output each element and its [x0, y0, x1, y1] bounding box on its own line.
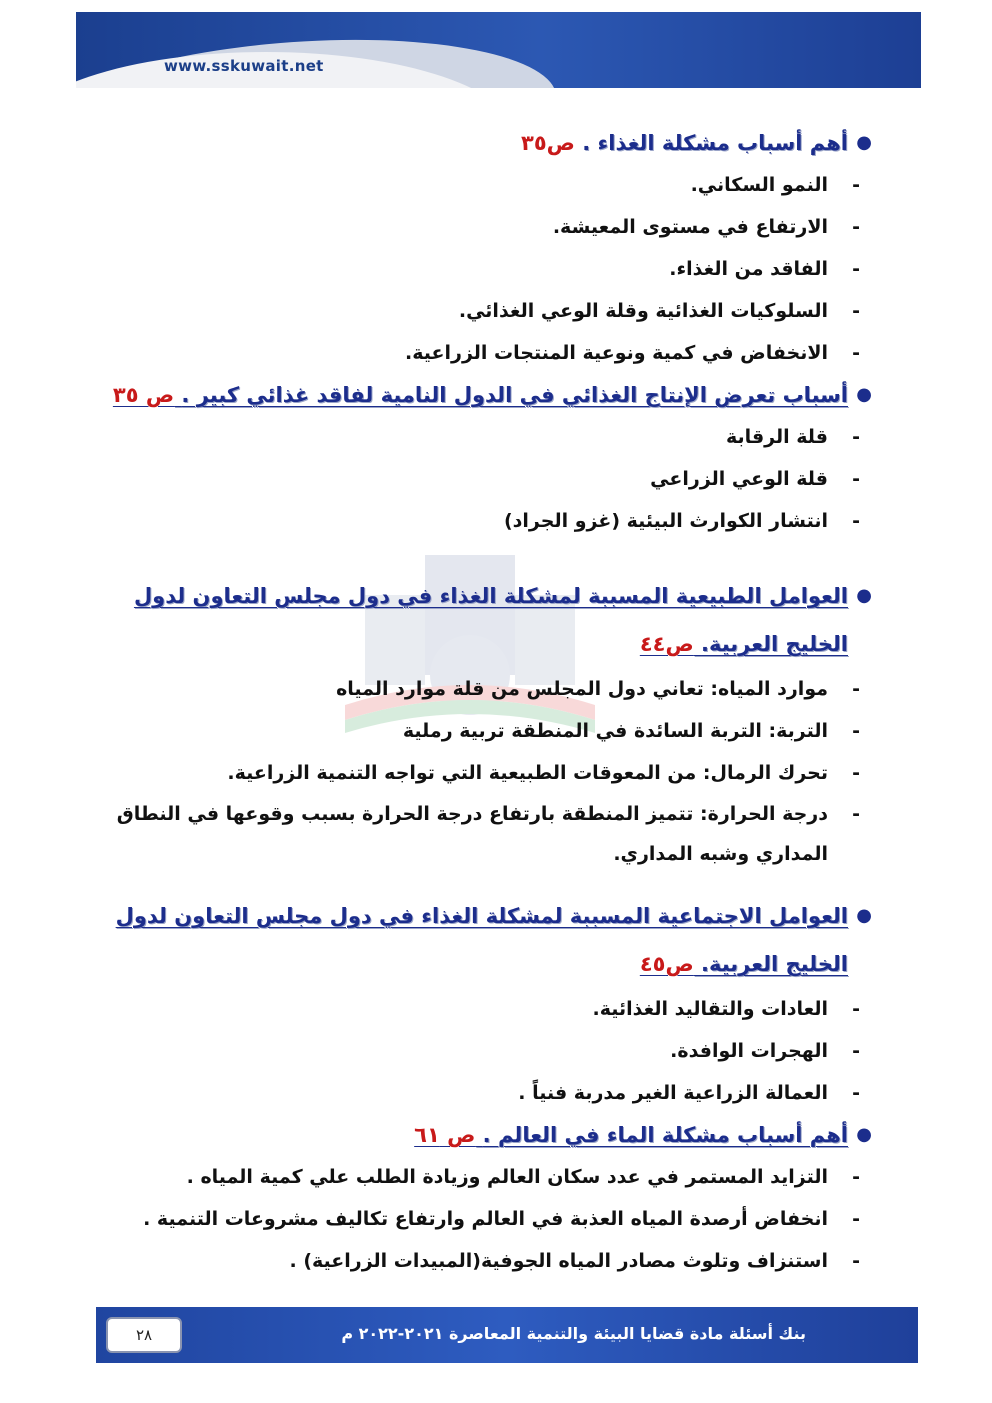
bullet-icon: ● [856, 132, 872, 153]
section-heading [100, 1114, 872, 1156]
list-item: - الانخفاض في كمية ونوعية المنتجات الزراعية. [100, 332, 860, 374]
section-natural-factors [100, 572, 872, 874]
bullet-icon: ● [856, 905, 872, 926]
bullet-list [100, 164, 860, 374]
heading-text: العوامل الاجتماعية المسببة لمشكلة الغذاء في دول مجلس التعاون لدول الخليج العربية. [115, 904, 848, 976]
bullet-icon: ● [856, 384, 872, 405]
list-item: - التزايد المستمر في عدد سكان العالم وزيادة الطلب علي كمية المياه . [100, 1156, 860, 1198]
list-item: - تحرك الرمال: من المعوقات الطبيعية التي تواجه التنمية الزراعية. [100, 752, 860, 794]
list-item: - درجة الحرارة: تتميز المنطقة بارتفاع درجة الحرارة بسبب وقوعها في النطاق المداري وشبه المداري. [100, 794, 860, 874]
footer-title: بنك أسئلة مادة قضايا البيئة والتنمية المعاصرة ٢٠٢١-٢٠٢٢ م [341, 1324, 806, 1343]
list-item: - النمو السكاني. [100, 164, 860, 206]
header-banner [76, 12, 921, 88]
bullet-list [100, 416, 860, 542]
list-item: - استنزاف وتلوث مصادر المياه الجوفية(المبيدات الزراعية) . [100, 1240, 860, 1282]
list-item: - التربة: التربة السائدة في المنطقة تربية رملية [100, 710, 860, 752]
heading-text: أسباب تعرض الإنتاج الغذائي في الدول النامية لفاقد غذائي كبير . [181, 383, 848, 407]
page-ref: ص ٣٥ [112, 383, 175, 407]
site-url: www.sskuwait.net [164, 57, 324, 75]
list-item: - قلة الرقابة [100, 416, 860, 458]
list-item: - انتشار الكوارث البيئية (غزو الجراد) [100, 500, 860, 542]
section-heading [100, 892, 872, 988]
section-social-factors [100, 892, 872, 1114]
list-item: - انخفاض أرصدة المياه العذبة في العالم وارتفاع تكاليف مشروعات التنمية . [100, 1198, 860, 1240]
bullet-list [100, 668, 860, 874]
page-ref: ص ٦١ [414, 1123, 476, 1147]
list-item: - العمالة الزراعية الغير مدربة فنياً . [100, 1072, 860, 1114]
section-water-causes [100, 1114, 872, 1282]
list-item: - العادات والتقاليد الغذائية. [100, 988, 860, 1030]
list-item: - موارد المياه: تعاني دول المجلس من قلة موارد المياه [100, 668, 860, 710]
page-ref: ص٤٤ [639, 632, 694, 656]
list-item: - الارتفاع في مستوى المعيشة. [100, 206, 860, 248]
bullet-icon: ● [856, 1124, 872, 1145]
content [100, 122, 872, 1282]
section-heading [100, 572, 872, 668]
page-ref: ص٣٥ [521, 131, 575, 155]
heading-text: العوامل الطبيعية المسببة لمشكلة الغذاء في دول مجلس التعاون لدول الخليج العربية. [133, 584, 848, 656]
heading-text: أهم أسباب مشكلة الغذاء . [582, 131, 848, 155]
page-number: ٢٨ [106, 1317, 182, 1353]
section-food-loss [100, 374, 872, 542]
list-item: - السلوكيات الغذائية وقلة الوعي الغذائي. [100, 290, 860, 332]
footer-banner [96, 1307, 918, 1363]
heading-text: أهم أسباب مشكلة الماء في العالم . [482, 1123, 848, 1147]
bullet-list [100, 1156, 860, 1282]
list-item: - الفاقد من الغذاء. [100, 248, 860, 290]
list-item: - قلة الوعي الزراعي [100, 458, 860, 500]
section-heading [100, 374, 872, 416]
page-ref: ص٤٥ [639, 952, 694, 976]
list-item: - الهجرات الوافدة. [100, 1030, 860, 1072]
section-heading [100, 122, 872, 164]
section-food-causes [100, 122, 872, 374]
bullet-icon: ● [856, 585, 872, 606]
bullet-list [100, 988, 860, 1114]
